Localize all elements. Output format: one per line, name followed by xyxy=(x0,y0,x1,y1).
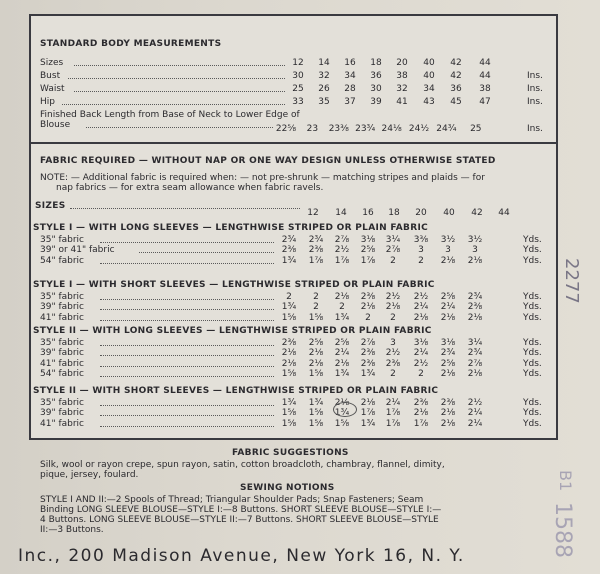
measurement-value: 30 xyxy=(292,71,304,81)
yardage-value: 2⅜ xyxy=(467,302,483,313)
yardage-value: 3⅛ xyxy=(413,338,429,348)
yardage-unit: Yds. xyxy=(523,398,542,408)
style-title: STYLE I — WITH SHORT SLEEVES — LENGTHWISE STRIPED OR PLAIN FABRIC xyxy=(33,280,435,290)
yardage-value: 2 xyxy=(390,312,396,323)
yardage-value: 2½ xyxy=(467,398,483,408)
yardage-value: 2⅛ xyxy=(467,312,483,323)
yardage-value: 2⅞ xyxy=(360,338,376,348)
yardage-value: 1¾ xyxy=(334,312,350,323)
style-title: STYLE II — WITH LONG SLEEVES — LENGTHWISE STRIPED OR PLAIN FABRIC xyxy=(33,326,432,336)
suggestions-line1: Silk, wool or rayon crepe, spun rayon, satin, cotton broadcloth, chambray, flannel, dimity, xyxy=(40,460,445,470)
leader-dots xyxy=(100,309,274,310)
yardage-value: 2¾ xyxy=(467,348,483,359)
measurements-heading: STANDARD BODY MEASUREMENTS xyxy=(40,39,222,49)
yardage-value: 2¼ xyxy=(385,398,401,408)
yardage-value: 2½ xyxy=(413,358,429,369)
yardage-value: 1⅞ xyxy=(360,255,376,266)
yardage-value: 2⅜ xyxy=(360,292,376,302)
yardage-value: 1¾ xyxy=(281,302,297,313)
yardage-value: 1¾ xyxy=(360,418,376,429)
fabric-width-label: 54" fabric xyxy=(40,255,84,266)
yardage-value: 1⅝ xyxy=(308,312,324,323)
yardage-value: 1¾ xyxy=(360,368,376,379)
yardage-value: 2¼ xyxy=(467,418,483,429)
measurement-value: 36 xyxy=(370,71,382,81)
yardage-value: 2 xyxy=(286,292,292,302)
yardage-value: 3 xyxy=(418,245,424,256)
leader-dots xyxy=(100,263,274,264)
leader-dots xyxy=(70,208,300,209)
fabric-width-label: 39" or 41" fabric xyxy=(40,245,115,256)
yardage-unit: Yds. xyxy=(523,235,542,245)
measurement-value: 32 xyxy=(396,84,408,94)
leader-dots xyxy=(100,426,274,427)
yardage-value: 2½ xyxy=(385,348,401,359)
yardage-unit: Yds. xyxy=(523,338,542,348)
yardage-value: 2 xyxy=(418,255,424,266)
yardage-value: 2⅜ xyxy=(308,245,324,256)
measurement-value: 40 xyxy=(423,71,435,81)
yardage-value: 1⅞ xyxy=(308,255,324,266)
leader-dots xyxy=(100,355,274,356)
yardage-value: 2⅞ xyxy=(334,235,350,245)
leader-dots xyxy=(74,65,285,66)
yardage-value: 2⅛ xyxy=(334,292,350,302)
yardage-unit: Yds. xyxy=(523,302,542,313)
fabric-width-label: 39" fabric xyxy=(40,408,84,419)
measurement-value: 41 xyxy=(396,97,408,107)
yardage-value: 2⅝ xyxy=(360,245,376,256)
fabric-note-line1: NOTE: — Additional fabric is required when: — not pre-shrunk — matching stripes and plaids — for xyxy=(40,173,485,183)
yardage-value: 1⅞ xyxy=(385,418,401,429)
notions-heading: SEWING NOTIONS xyxy=(240,483,335,493)
yardage-value: 2⅜ xyxy=(385,358,401,369)
measurement-value: 28 xyxy=(344,84,356,94)
measurement-value: 34 xyxy=(344,71,356,81)
yardage-value: 2 xyxy=(390,255,396,266)
yardage-value: 2 xyxy=(418,368,424,379)
measurement-label: Waist xyxy=(40,84,65,94)
yardage-value: 2¼ xyxy=(413,348,429,359)
section-divider xyxy=(29,142,556,144)
leader-dots xyxy=(100,299,274,300)
back-length-label-line2: Blouse xyxy=(40,120,71,130)
measurement-value: 18 xyxy=(370,58,382,68)
leader-dots xyxy=(100,415,274,416)
yardage-value: 1⅝ xyxy=(281,418,297,429)
measurement-value: 39 xyxy=(370,97,382,107)
measurement-value: 38 xyxy=(396,71,408,81)
measurement-unit: Ins. xyxy=(527,84,543,94)
measurement-value: 35 xyxy=(318,97,330,107)
yardage-value: 2⅛ xyxy=(440,418,456,429)
yardage-value: 1⅝ xyxy=(281,312,297,323)
measurement-value: 30 xyxy=(370,84,382,94)
yardage-value: 2⅛ xyxy=(334,358,350,369)
notions-line3: 4 Buttons. LONG SLEEVE BLOUSE—STYLE II:—7 Buttons. SHORT SLEEVE BLOUSE—STYLE xyxy=(40,515,439,525)
measurement-value: 40 xyxy=(423,58,435,68)
leader-dots xyxy=(100,320,274,321)
measurement-label: Bust xyxy=(40,71,61,81)
leader-dots xyxy=(100,345,274,346)
notions-line1: STYLE I AND II:—2 Spools of Thread; Triangular Shoulder Pads; Snap Fasteners; Seam xyxy=(40,495,424,505)
yardage-value: 3⅛ xyxy=(360,235,376,245)
yardage-value: 2¾ xyxy=(281,235,297,245)
back-length-value: 25 xyxy=(470,124,482,134)
fabric-width-label: 39" fabric xyxy=(40,302,84,313)
size-column-header: 20 xyxy=(415,208,427,218)
yardage-value: 2½ xyxy=(413,292,429,302)
size-column-header: 44 xyxy=(498,208,510,218)
yardage-value: 2⅝ xyxy=(308,338,324,348)
publisher-address: Inc., 200 Madison Avenue, New York 16, N. Y. xyxy=(18,546,465,566)
yardage-value: 2⅛ xyxy=(467,368,483,379)
yardage-value: 1¾ xyxy=(334,368,350,379)
measurement-value: 20 xyxy=(396,58,408,68)
yardage-value: 3 xyxy=(472,245,478,256)
measurement-value: 43 xyxy=(423,97,435,107)
measurement-value: 42 xyxy=(450,71,462,81)
measurement-label: Hip xyxy=(40,97,55,107)
fabric-width-label: 41" fabric xyxy=(40,358,84,369)
leader-dots xyxy=(100,376,274,377)
yardage-value: 1⅝ xyxy=(308,408,324,419)
size-column-header: 42 xyxy=(471,208,483,218)
measurement-value: 42 xyxy=(450,58,462,68)
back-length-value: 24⅛ xyxy=(381,124,402,134)
leader-dots xyxy=(139,252,274,253)
size-column-header: 14 xyxy=(335,208,347,218)
yardage-value: 1¾ xyxy=(281,255,297,266)
yardage-value: 2¼ xyxy=(467,408,483,419)
measurement-value: 26 xyxy=(318,84,330,94)
leader-dots xyxy=(62,104,285,105)
style-title: STYLE I — WITH LONG SLEEVES — LENGTHWISE STRIPED OR PLAIN FABRIC xyxy=(33,223,428,233)
yardage-value: 2 xyxy=(313,292,319,302)
leader-dots xyxy=(68,78,285,79)
yardage-unit: Yds. xyxy=(523,292,542,302)
yardage-value: 1⅝ xyxy=(281,368,297,379)
yardage-value: 2⅛ xyxy=(308,358,324,369)
yardage-value: 2⅝ xyxy=(440,292,456,302)
measurement-value: 16 xyxy=(344,58,356,68)
size-column-header: 16 xyxy=(362,208,374,218)
measurement-value: 37 xyxy=(344,97,356,107)
measurement-value: 44 xyxy=(479,58,491,68)
back-length-value: 23⅜ xyxy=(328,124,349,134)
yardage-value: 3½ xyxy=(467,235,483,245)
measurement-value: 47 xyxy=(479,97,491,107)
yardage-value: 2⅛ xyxy=(413,312,429,323)
yardage-unit: Yds. xyxy=(523,368,542,379)
yardage-value: 1⅞ xyxy=(385,408,401,419)
yardage-value: 1⅝ xyxy=(334,418,350,429)
pencil-mark-b1: B1 xyxy=(556,470,575,492)
measurement-value: 34 xyxy=(423,84,435,94)
yardage-value: 2⅛ xyxy=(467,255,483,266)
measurement-value: 14 xyxy=(318,58,330,68)
yardage-value: 2⅛ xyxy=(413,408,429,419)
yardage-value: 2¾ xyxy=(308,235,324,245)
measurement-value: 38 xyxy=(479,84,491,94)
fabric-width-label: 41" fabric xyxy=(40,418,84,429)
yardage-value: 1⅞ xyxy=(413,418,429,429)
yardage-unit: Yds. xyxy=(523,245,542,256)
yardage-value: 3½ xyxy=(440,235,456,245)
measurement-label: Sizes xyxy=(40,58,64,68)
yardage-value: 3⅛ xyxy=(440,338,456,348)
yardage-value: 2⅛ xyxy=(385,302,401,313)
leader-dots xyxy=(100,405,274,406)
measurement-unit: Ins. xyxy=(527,71,543,81)
pattern-number: 2277 xyxy=(561,258,582,304)
yardage-value: 2⅝ xyxy=(440,358,456,369)
back-length-value: 23 xyxy=(306,124,319,134)
yardage-value: 2⅞ xyxy=(385,245,401,256)
yardage-value: 1¾ xyxy=(281,398,297,408)
yardage-value: 2½ xyxy=(334,245,350,256)
fabric-heading: FABRIC REQUIRED — WITHOUT NAP OR ONE WAY DESIGN UNLESS OTHERWISE STATED xyxy=(40,156,496,166)
yardage-value: 2 xyxy=(339,302,345,313)
yardage-value: 2⅝ xyxy=(334,338,350,348)
yardage-value: 2⅛ xyxy=(440,255,456,266)
back-length-unit: Ins. xyxy=(527,124,543,134)
measurement-value: 25 xyxy=(292,84,304,94)
yardage-value: 2 xyxy=(365,312,371,323)
yardage-value: 2⅜ xyxy=(413,398,429,408)
measurement-value: 33 xyxy=(292,97,304,107)
yardage-value: 1¾ xyxy=(334,408,350,419)
measurement-value: 32 xyxy=(318,71,330,81)
yardage-value: 2⅜ xyxy=(360,358,376,369)
yardage-value: 2⅛ xyxy=(360,398,376,408)
back-length-value: 23¾ xyxy=(355,124,376,134)
yardage-value: 2¼ xyxy=(413,302,429,313)
notions-line4: II:—3 Buttons. xyxy=(40,525,104,535)
back-length-value: 22⅝ xyxy=(275,124,297,134)
fabric-width-label: 35" fabric xyxy=(40,338,84,348)
fabric-width-label: 35" fabric xyxy=(40,398,84,408)
back-length-value: 24½ xyxy=(408,124,430,134)
pencil-mark-number: 1588 xyxy=(550,502,575,558)
yardage-value: 2¼ xyxy=(334,348,350,359)
leader-dots xyxy=(86,127,273,128)
yardage-value: 2⅜ xyxy=(281,245,297,256)
ink-circle-mark xyxy=(333,402,357,417)
fabric-width-label: 35" fabric xyxy=(40,292,84,302)
yardage-value: 1⅞ xyxy=(360,408,376,419)
yardage-value: 2¾ xyxy=(467,292,483,302)
yardage-value: 2⅛ xyxy=(281,348,297,359)
sizes-label: SIZES xyxy=(35,201,66,211)
yardage-value: 2⅛ xyxy=(334,398,350,408)
yardage-value: 2¾ xyxy=(440,348,456,359)
yardage-value: 1⅝ xyxy=(308,418,324,429)
measurement-unit: Ins. xyxy=(527,97,543,107)
yardage-value: 3¼ xyxy=(467,338,483,348)
yardage-value: 2½ xyxy=(385,292,401,302)
fabric-note-line2: nap fabrics — for extra seam allowance when fabric ravels. xyxy=(56,183,324,193)
yardage-value: 3¼ xyxy=(385,235,401,245)
measurement-value: 12 xyxy=(292,58,304,68)
fabric-width-label: 39" fabric xyxy=(40,348,84,359)
yardage-value: 2⅛ xyxy=(440,368,456,379)
yardage-value: 2¼ xyxy=(440,302,456,313)
measurement-value: 45 xyxy=(450,97,462,107)
yardage-unit: Yds. xyxy=(523,348,542,359)
yardage-unit: Yds. xyxy=(523,408,542,419)
yardage-value: 2⅛ xyxy=(281,358,297,369)
back-length-value: 24¾ xyxy=(436,124,457,134)
size-column-header: 18 xyxy=(388,208,400,218)
yardage-value: 2⅞ xyxy=(467,358,483,369)
yardage-value: 1⅝ xyxy=(281,408,297,419)
back-length-label-line1: Finished Back Length from Base of Neck to Lower Edge of xyxy=(40,110,300,120)
yardage-value: 1⅝ xyxy=(308,368,324,379)
yardage-value: 3⅜ xyxy=(413,235,429,245)
yardage-unit: Yds. xyxy=(523,312,542,323)
notions-line2: Binding LONG SLEEVE BLOUSE—STYLE I:—8 Buttons. SHORT SLEEVE BLOUSE—STYLE I:— xyxy=(40,505,442,515)
style-title: STYLE II — WITH SHORT SLEEVES — LENGTHWISE STRIPED OR PLAIN FABRIC xyxy=(33,386,439,396)
fabric-width-label: 35" fabric xyxy=(40,235,84,245)
yardage-value: 1⅞ xyxy=(334,255,350,266)
yardage-value: 3 xyxy=(390,338,396,348)
suggestions-heading: FABRIC SUGGESTIONS xyxy=(232,448,349,458)
leader-dots xyxy=(74,91,285,92)
yardage-value: 2⅛ xyxy=(308,348,324,359)
suggestions-line2: pique, jersey, foulard. xyxy=(40,470,139,480)
yardage-unit: Yds. xyxy=(523,358,542,369)
yardage-value: 2⅜ xyxy=(360,348,376,359)
yardage-value: 3 xyxy=(445,245,451,256)
yardage-unit: Yds. xyxy=(523,418,542,429)
yardage-value: 1¾ xyxy=(308,398,324,408)
fabric-width-label: 54" fabric xyxy=(40,368,84,379)
yardage-value: 2⅛ xyxy=(440,312,456,323)
yardage-value: 2⅜ xyxy=(440,398,456,408)
yardage-value: 2⅜ xyxy=(281,338,297,348)
yardage-value: 2 xyxy=(313,302,319,313)
size-column-header: 12 xyxy=(307,208,319,218)
fabric-width-label: 41" fabric xyxy=(40,312,84,323)
yardage-value: 2⅛ xyxy=(360,302,376,313)
size-column-header: 40 xyxy=(443,208,455,218)
yardage-value: 2 xyxy=(390,368,396,379)
yardage-unit: Yds. xyxy=(523,255,542,266)
yardage-value: 2⅛ xyxy=(440,408,456,419)
leader-dots xyxy=(100,366,274,367)
measurement-value: 44 xyxy=(479,71,491,81)
leader-dots xyxy=(100,242,274,243)
measurement-value: 36 xyxy=(450,84,462,94)
